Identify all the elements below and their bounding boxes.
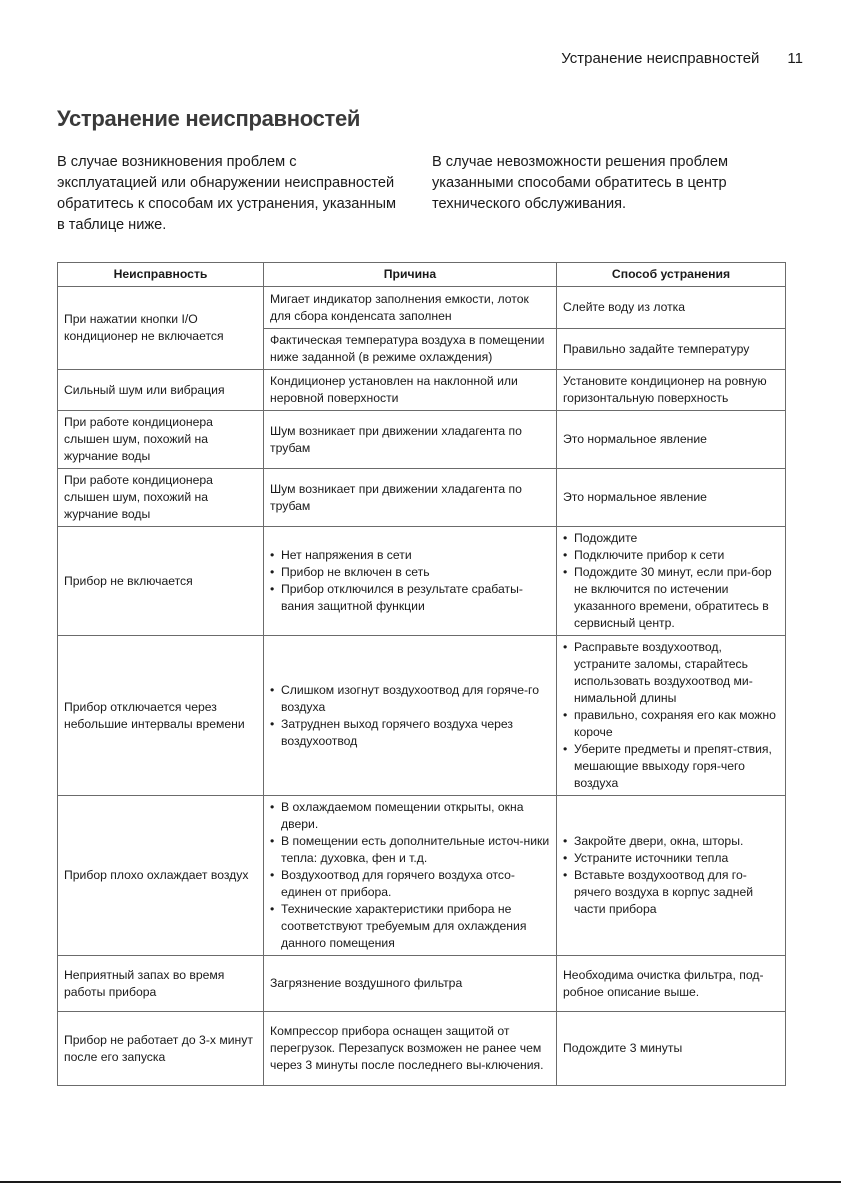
troubleshooting-table (57, 262, 786, 1086)
remedy-list (563, 833, 779, 918)
table-row (58, 636, 786, 796)
fault-cell: Прибор отключается через небольшие интервалы времени (58, 636, 264, 796)
cause-list (270, 799, 550, 952)
table-row (58, 527, 786, 636)
cause-cell: Компрессор прибора оснащен защитой от перегрузок. Перезапуск возможен не ранее чем через 3 минуты после последнего вы-ключения. (264, 1012, 557, 1086)
remedy-list-item: • Уберите предметы и препят-ствия, мешающие ввыходу горя-чего воздуха (563, 741, 779, 792)
remedy-cell: Установите кондиционер на ровную горизонтальную поверхность (557, 370, 786, 411)
fault-cell: Сильный шум или вибрация (58, 370, 264, 411)
remedy-cell: Слейте воду из лотка (557, 287, 786, 329)
intro-paragraph-left: В случае возникновения проблем с эксплуатацией или обнаружении неисправностей обратитесь к способам их устранения, указанным в таблице ниже. (57, 154, 397, 233)
cause-list (270, 547, 550, 615)
running-header (561, 50, 803, 67)
fault-cell: Прибор плохо охлаждает воздух (58, 796, 264, 956)
cause-list-item: • Прибор не включен в сеть (270, 564, 550, 581)
intro-paragraph-right: В случае невозможности решения проблем указанными способами обратитесь в центр технического обслуживания. (432, 154, 729, 212)
table-row (58, 469, 786, 527)
remedy-list-item: • Подождите (563, 530, 779, 547)
remedy-list-item: • Расправьте воздухоотвод, устраните заломы, старайтесь использовать воздухоотвод ми-нимальной длины (563, 639, 779, 707)
fault-cell: Прибор не включается (58, 527, 264, 636)
remedy-cell (557, 636, 786, 796)
column-header-cause: Причина (264, 263, 557, 287)
fault-cell: При нажатии кнопки I/O кондиционер не включается (58, 287, 264, 370)
table-row (58, 956, 786, 1012)
remedy-list-item: • Вставьте воздухоотвод для го-рячего воздуха в корпус задней части прибора (563, 867, 779, 918)
cause-cell: Мигает индикатор заполнения емкости, лоток для сбора конденсата заполнен (264, 287, 557, 329)
cause-list-item: • Затруднен выход горячего воздуха через воздухоотвод (270, 716, 550, 750)
cause-list-item: • В помещении есть дополнительные источ-ники тепла: духовка, фен и т.д. (270, 833, 550, 867)
remedy-list-item: • Закройте двери, окна, шторы. (563, 833, 779, 850)
remedy-cell: Это нормальное явление (557, 469, 786, 527)
remedy-cell: Правильно задайте температуру (557, 329, 786, 370)
cause-list-item: • Слишком изогнут воздухоотвод для горяче-го воздуха (270, 682, 550, 716)
cause-cell (264, 527, 557, 636)
fault-cell: Прибор не работает до 3-х минут после его запуска (58, 1012, 264, 1086)
page-number: 11 (787, 50, 803, 67)
column-header-remedy: Способ устранения (557, 263, 786, 287)
table-row (58, 411, 786, 469)
cause-list-item: • Воздухоотвод для горячего воздуха отсо-единен от прибора. (270, 867, 550, 901)
running-header-section: Устранение неисправностей (561, 50, 760, 67)
remedy-list-item: • Подключите прибор к сети (563, 547, 779, 564)
page-title: Устранение неисправностей (57, 106, 361, 131)
cause-cell: Фактическая температура воздуха в помещении ниже заданной (в режиме охлаждения) (264, 329, 557, 370)
cause-cell: Загрязнение воздушного фильтра (264, 956, 557, 1012)
cause-cell: Шум возникает при движении хладагента по трубам (264, 469, 557, 527)
cause-list-item: • Технические характеристики прибора не соответствуют требуемым для охлаждения данного помещения (270, 901, 550, 952)
remedy-list-item: • Устраните источники тепла (563, 850, 779, 867)
fault-cell: Неприятный запах во время работы прибора (58, 956, 264, 1012)
column-header-fault: Неисправность (58, 263, 264, 287)
cause-list (270, 682, 550, 750)
remedy-cell: Необходима очистка фильтра, под-робное описание выше. (557, 956, 786, 1012)
cause-cell: Шум возникает при движении хладагента по трубам (264, 411, 557, 469)
table-header-row (58, 263, 786, 287)
cause-cell (264, 636, 557, 796)
cause-cell: Кондиционер установлен на наклонной или неровной поверхности (264, 370, 557, 411)
table-row (58, 796, 786, 956)
remedy-cell (557, 796, 786, 956)
fault-cell: При работе кондиционера слышен шум, похожий на журчание воды (58, 469, 264, 527)
remedy-list (563, 639, 779, 792)
cause-list-item: • Прибор отключился в результате срабаты-вания защитной функции (270, 581, 550, 615)
remedy-cell: Подождите 3 минуты (557, 1012, 786, 1086)
footer-rule (0, 1181, 841, 1183)
remedy-list-item: • Подождите 30 минут, если при-бор не включится по истечении указанного времени, обратитесь в сервисный центр. (563, 564, 779, 632)
remedy-list (563, 530, 779, 632)
cause-list-item: • В охлаждаемом помещении открыты, окна двери. (270, 799, 550, 833)
cause-list-item: • Нет напряжения в сети (270, 547, 550, 564)
table-row (58, 287, 786, 329)
remedy-cell (557, 527, 786, 636)
remedy-list-item: • правильно, сохраняя его как можно короче (563, 707, 779, 741)
cause-cell (264, 796, 557, 956)
table-row (58, 370, 786, 411)
table-row (58, 1012, 786, 1086)
fault-cell: При работе кондиционера слышен шум, похожий на журчание воды (58, 411, 264, 469)
remedy-cell: Это нормальное явление (557, 411, 786, 469)
